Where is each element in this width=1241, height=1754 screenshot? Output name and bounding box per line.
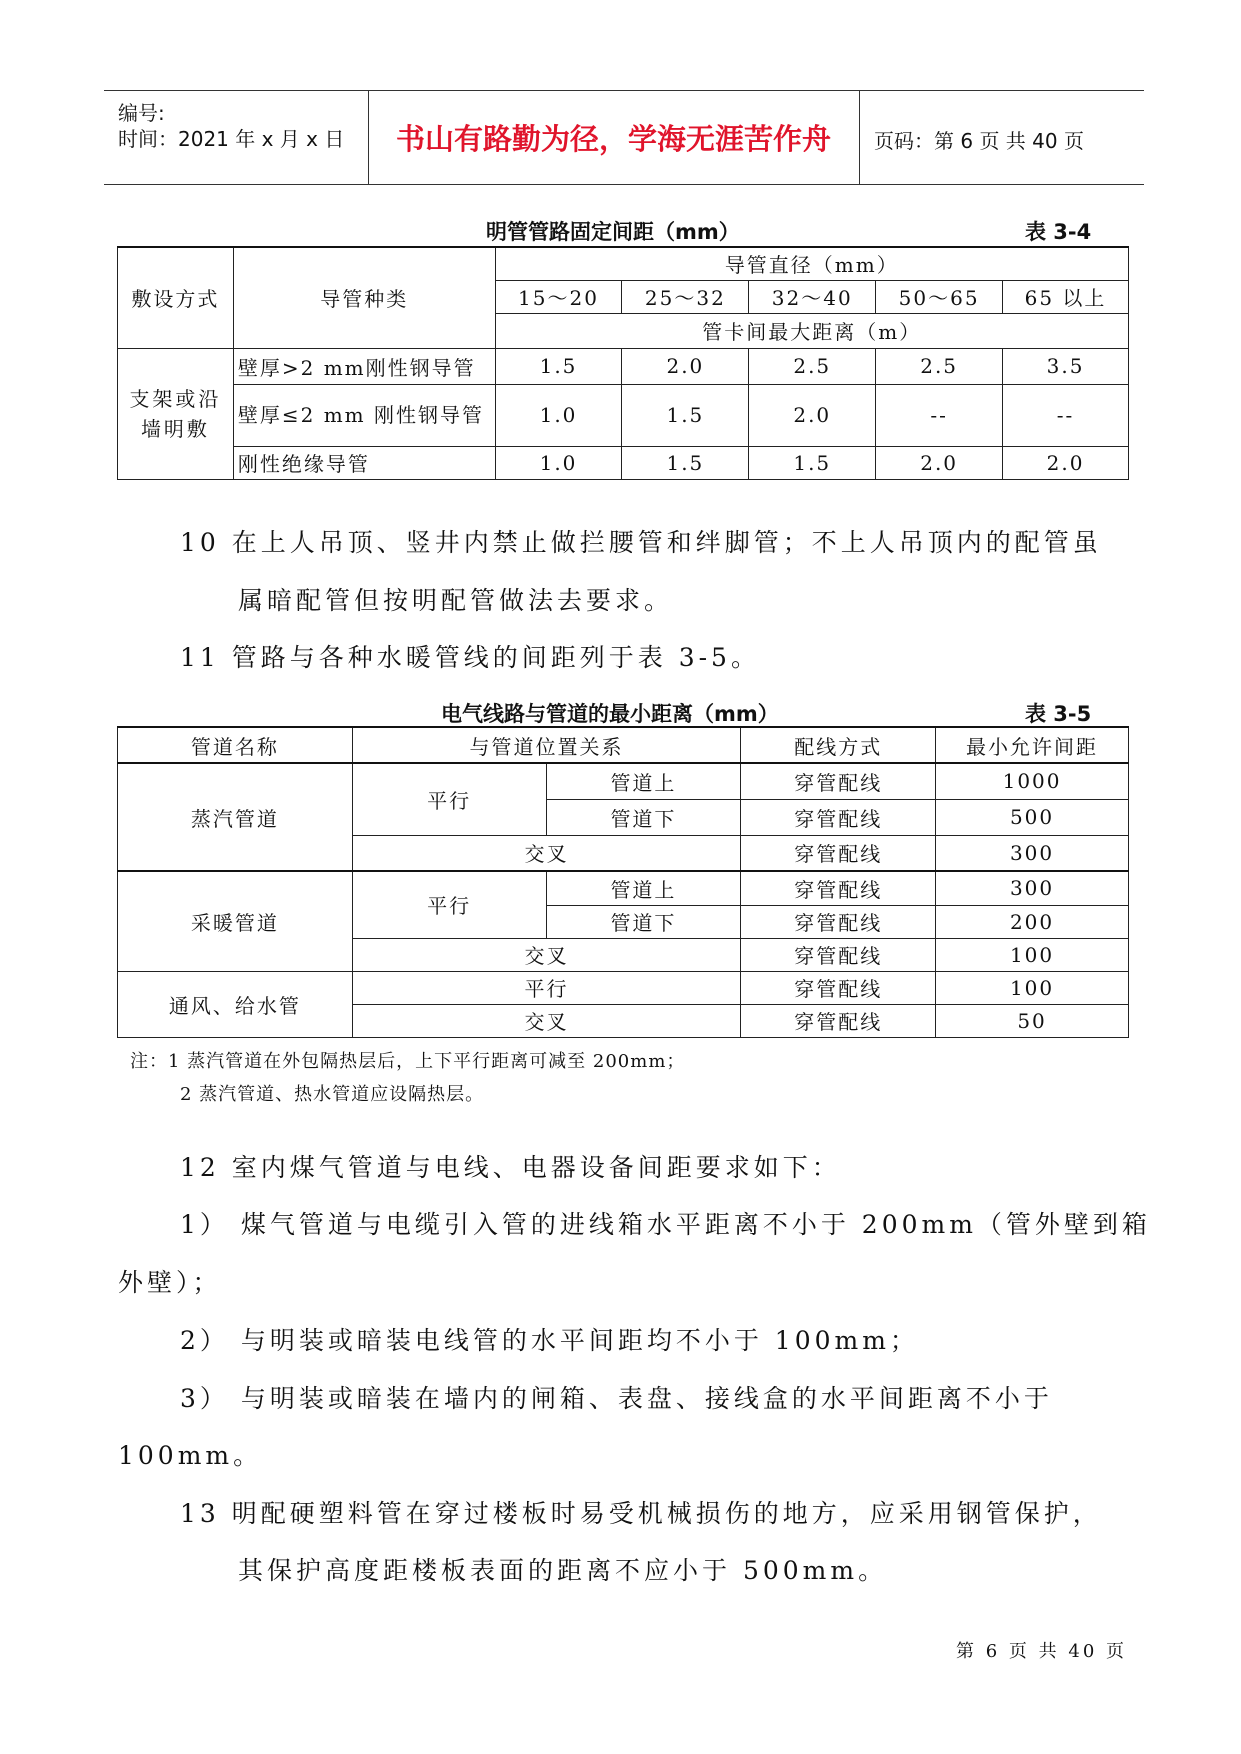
distance-cell: 500 <box>936 799 1129 835</box>
pipe-name-cell: 通风、给水管 <box>118 971 353 1037</box>
table-row <box>118 871 1129 905</box>
table-conduit-fixing-distance <box>117 246 1129 480</box>
value-cell: -- <box>1003 384 1129 446</box>
table2-caption: 电气线路与管道的最小距离（mm） <box>441 702 779 726</box>
diameter-cell: 32～40 <box>749 280 876 313</box>
relation-cell: 平行 <box>352 971 741 1004</box>
distance-cell: 300 <box>936 835 1129 871</box>
diameter-cell: 15～20 <box>495 280 622 313</box>
diameter-cell: 50～65 <box>876 280 1003 313</box>
table-row <box>118 763 1129 799</box>
value-cell: 1.5 <box>622 446 749 479</box>
table-row <box>118 348 1129 384</box>
header-min-distance: 最小允许间距 <box>936 727 1129 763</box>
method-cell: 穿管配线 <box>741 799 936 835</box>
item-3-line-2: 100mm。 <box>118 1441 263 1470</box>
table-row <box>118 446 1129 479</box>
header-divider <box>859 91 860 184</box>
relation-cell: 交叉 <box>352 835 741 871</box>
method-cell: 穿管配线 <box>741 938 936 971</box>
value-cell: 1.5 <box>622 384 749 446</box>
pipe-name-cell: 蒸汽管道 <box>118 763 353 871</box>
method-cell: 穿管配线 <box>741 835 936 871</box>
document-time-label: 时间：2021 年 x 月 x 日 <box>118 127 345 151</box>
table-row <box>118 971 1129 1004</box>
header-motto: 书山有路勤为径，学海无涯苦作舟 <box>395 122 831 156</box>
table-row <box>118 727 1129 763</box>
conduit-type-cell: 壁厚≤2 mm 刚性钢导管 <box>233 384 495 446</box>
value-cell: 2.0 <box>876 446 1003 479</box>
relation-cell: 平行 <box>352 763 546 835</box>
item-3-line-1: 3） 与明装或暗装在墙内的闸箱、表盘、接线盒的水平间距离不小于 <box>180 1384 1053 1413</box>
value-cell: 1.0 <box>495 384 622 446</box>
value-cell: 1.5 <box>749 446 876 479</box>
value-cell: 2.5 <box>749 348 876 384</box>
pipe-name-cell: 采暖管道 <box>118 871 353 971</box>
table-wiring-pipe-distance <box>117 726 1129 1038</box>
diameter-cell: 25～32 <box>622 280 749 313</box>
page-footer: 第 6 页 共 40 页 <box>956 1641 1127 1662</box>
conduit-type-cell: 壁厚>2 mm刚性钢导管 <box>233 348 495 384</box>
paragraph-10-line-2: 属暗配管但按明配管做法去要求。 <box>238 586 674 615</box>
relation-cell: 管道上 <box>546 763 741 799</box>
value-cell: 2.0 <box>622 348 749 384</box>
diameter-cell: 65 以上 <box>1003 280 1129 313</box>
method-cell: 穿管配线 <box>741 971 936 1004</box>
method-cell: 穿管配线 <box>741 905 936 938</box>
document-number-label: 编号: <box>118 101 165 125</box>
relation-cell: 交叉 <box>352 938 741 971</box>
item-1-line-1: 1） 煤气管道与电缆引入管的进线箱水平距离不小于 200mm（管外壁到箱 <box>180 1210 1151 1239</box>
table-row <box>118 384 1129 446</box>
value-cell: 1.5 <box>495 348 622 384</box>
distance-cell: 100 <box>936 938 1129 971</box>
method-cell: 穿管配线 <box>741 871 936 905</box>
distance-cell: 50 <box>936 1004 1129 1037</box>
item-2: 2） 与明装或暗装电线管的水平间距均不小于 100mm； <box>180 1326 919 1355</box>
laying-method-cell: 支架或沿墙明敷 <box>118 348 234 479</box>
header-page-info: 页码：第 6 页 共 40 页 <box>874 129 1084 153</box>
method-cell: 穿管配线 <box>741 1004 936 1037</box>
value-cell: 2.0 <box>749 384 876 446</box>
header-max-clip-distance: 管卡间最大距离（m） <box>495 313 1128 348</box>
relation-cell: 管道下 <box>546 905 741 938</box>
table-row <box>118 247 1129 280</box>
distance-cell: 1000 <box>936 763 1129 799</box>
relation-cell: 管道上 <box>546 871 741 905</box>
method-cell: 穿管配线 <box>741 763 936 799</box>
distance-cell: 100 <box>936 971 1129 1004</box>
item-1-line-2: 外壁）； <box>118 1268 222 1297</box>
table-note-2: 2 蒸汽管道、热水管道应设隔热层。 <box>180 1084 485 1105</box>
relation-cell: 管道下 <box>546 799 741 835</box>
header-wiring-method: 配线方式 <box>741 727 936 763</box>
table1-caption: 明管管路固定间距（mm） <box>486 220 740 244</box>
paragraph-11: 11 管路与各种水暖管线的间距列于表 3-5。 <box>180 643 760 672</box>
header-pipe-name: 管道名称 <box>118 727 353 763</box>
relation-cell: 交叉 <box>352 1004 741 1037</box>
header-position: 与管道位置关系 <box>352 727 741 763</box>
value-cell: 2.0 <box>1003 446 1129 479</box>
value-cell: 3.5 <box>1003 348 1129 384</box>
header-conduit-type: 导管种类 <box>233 247 495 348</box>
table2-number: 表 3-5 <box>1025 702 1092 726</box>
conduit-type-cell: 刚性绝缘导管 <box>233 446 495 479</box>
paragraph-13-line-1: 13 明配硬塑料管在穿过楼板时易受机械损伤的地方，应采用钢管保护， <box>180 1499 1102 1528</box>
table-note-1: 注：1 蒸汽管道在外包隔热层后，上下平行距离可减至 200mm； <box>130 1051 686 1072</box>
distance-cell: 300 <box>936 871 1129 905</box>
table1-number: 表 3-4 <box>1025 220 1092 244</box>
header-laying-method: 敷设方式 <box>118 247 234 348</box>
paragraph-12: 12 室内煤气管道与电线、电器设备间距要求如下： <box>180 1153 841 1182</box>
value-cell: -- <box>876 384 1003 446</box>
header-conduit-diameter: 导管直径（mm） <box>495 247 1128 280</box>
distance-cell: 200 <box>936 905 1129 938</box>
page-header <box>104 90 1144 185</box>
paragraph-10-line-1: 10 在上人吊顶、竖井内禁止做拦腰管和绊脚管；不上人吊顶内的配管虽 <box>180 528 1102 557</box>
value-cell: 2.5 <box>876 348 1003 384</box>
value-cell: 1.0 <box>495 446 622 479</box>
relation-cell: 平行 <box>352 871 546 938</box>
paragraph-13-line-2: 其保护高度距楼板表面的距离不应小于 500mm。 <box>238 1556 888 1585</box>
